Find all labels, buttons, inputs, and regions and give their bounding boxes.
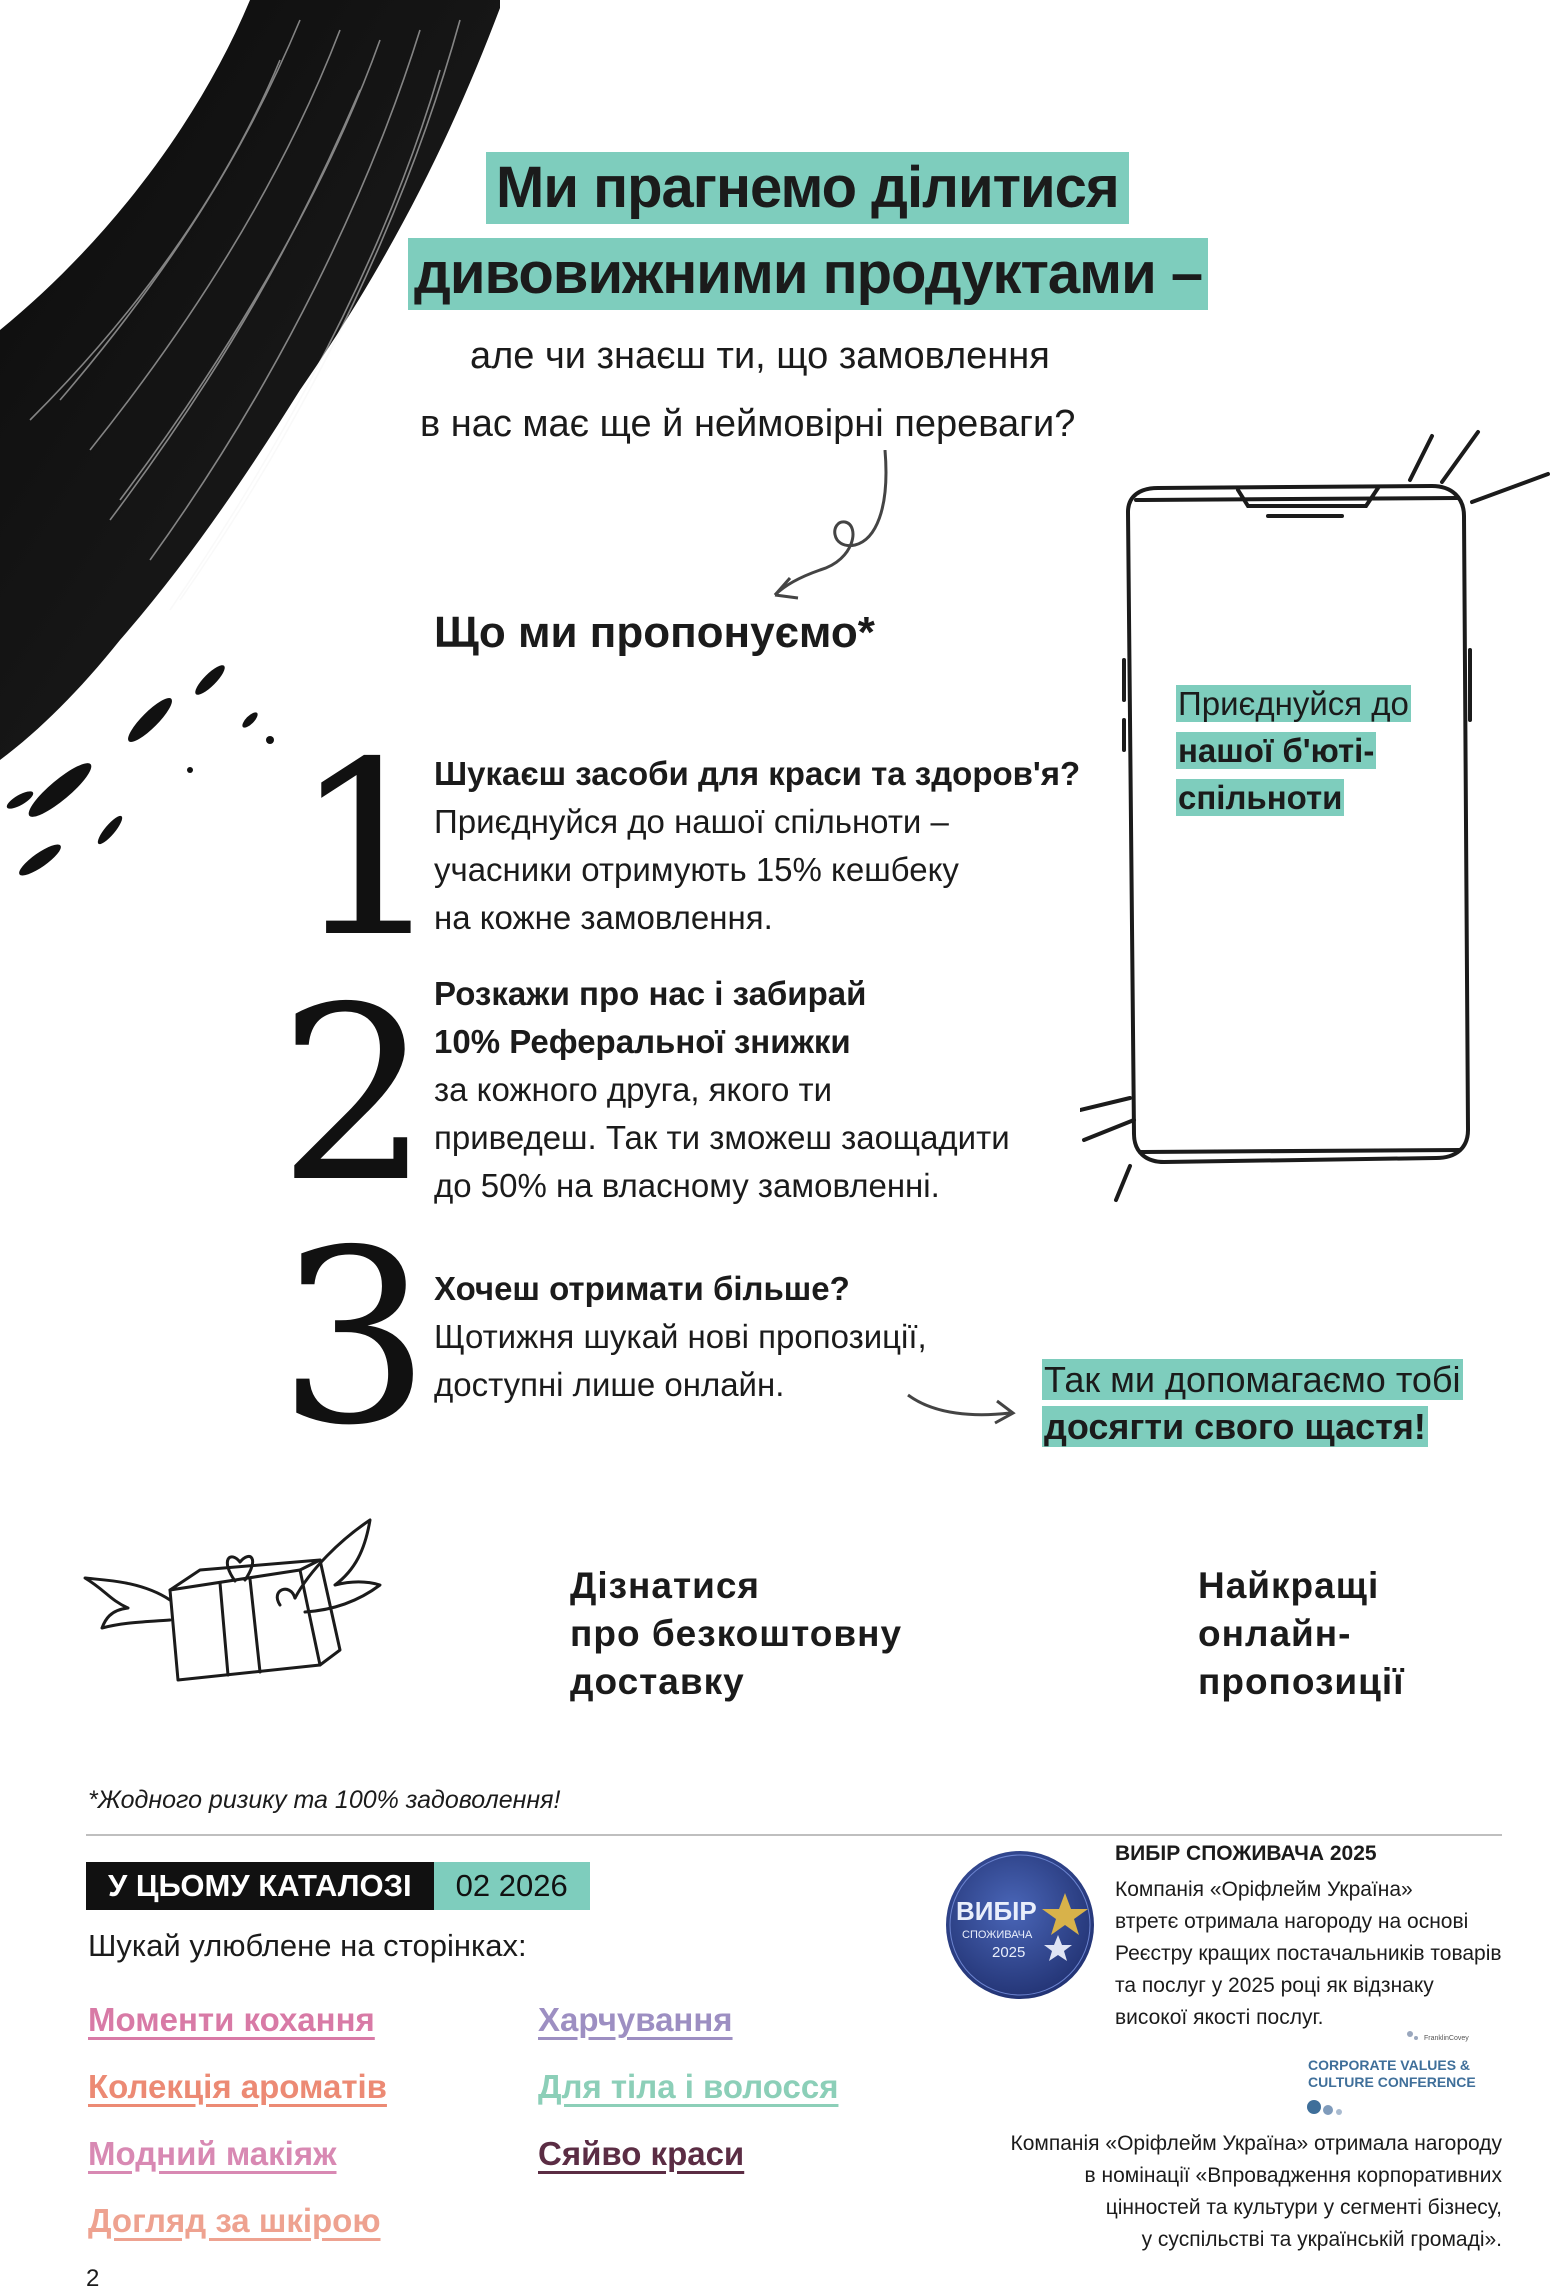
- catalog-link[interactable]: Моменти кохання: [88, 2001, 375, 2038]
- item-3-title: Хочеш отримати більше?: [434, 1270, 850, 1307]
- phone-screen-text: [1176, 680, 1411, 821]
- catalog-link[interactable]: Догляд за шкірою: [88, 2202, 381, 2239]
- award-text-line: Реєстру кращих постачальників товарів: [1115, 1942, 1502, 1965]
- item-1-line: учасники отримують 15% кешбеку: [434, 851, 959, 888]
- award-2-line: в номінації «Впровадження корпоративних: [1084, 2164, 1502, 2187]
- catalog-label: У ЦЬОМУ КАТАЛОЗІ: [86, 1862, 434, 1910]
- item-3: [434, 1265, 927, 1409]
- award-2-line: Компанія «Оріфлейм Україна» отримала нагороду: [1010, 2132, 1502, 2155]
- award-text-line: Компанія «Оріфлейм Україна»: [1115, 1878, 1413, 1901]
- item-3-line: Щотижня шукай нові пропозиції,: [434, 1318, 927, 1355]
- happy-line-1: Так ми допомагаємо тобі: [1044, 1359, 1461, 1400]
- happy-callout: [1042, 1356, 1463, 1450]
- curly-arrow-icon: [760, 450, 900, 610]
- free-delivery-line: про безкоштовну: [570, 1613, 903, 1654]
- consumer-choice-badge: [940, 1845, 1100, 2005]
- headline-line-2: дивовижними продуктами –: [408, 238, 1208, 310]
- item-1: [434, 750, 1080, 942]
- best-offers-line: онлайн-: [1198, 1613, 1352, 1654]
- happy-line-2: досягти свого щастя!: [1044, 1406, 1426, 1447]
- catalog-find-text: Шукай улюблене на сторінках:: [88, 1928, 527, 1963]
- phone-text-line: Приєднуйся до: [1178, 685, 1409, 722]
- award-2-text: [880, 2128, 1502, 2256]
- phone-text-line: нашої б'юті-: [1178, 732, 1375, 769]
- item-2-line: за кожного друга, якого ти: [434, 1071, 833, 1108]
- footnote: *Жодного ризику та 100% задоволення!: [88, 1786, 561, 1814]
- catalog-number: 02 2026: [434, 1862, 590, 1910]
- item-2: [434, 970, 1010, 1210]
- catalog-link[interactable]: Для тіла і волосся: [538, 2068, 839, 2105]
- offer-title: Що ми пропонуємо*: [434, 608, 875, 657]
- arrow-right-icon: [905, 1385, 1020, 1425]
- page-number: 2: [86, 2265, 100, 2292]
- award-text-line: високої якості послуг.: [1115, 2006, 1324, 2029]
- item-2-title: Розкажи про нас і забирай: [434, 975, 867, 1012]
- item-3-line: доступні лише онлайн.: [434, 1366, 785, 1403]
- award-text-line: втретє отримала нагороду на основі: [1115, 1910, 1469, 1933]
- catalog-link[interactable]: Харчування: [538, 2001, 733, 2038]
- svg-text:FranklinCovey: FranklinCovey: [1424, 2035, 1469, 2042]
- free-delivery-link[interactable]: [570, 1562, 902, 1706]
- item-2-title: 10% Реферальної знижки: [434, 1023, 851, 1060]
- headline-line-1: Ми прагнемо ділитися: [486, 152, 1129, 224]
- catalog-header: [86, 1862, 590, 1910]
- award-title: ВИБІР СПОЖИВАЧА 2025: [1115, 1842, 1377, 1865]
- award-2-line: цінностей та культури у сегменті бізнесу,: [1105, 2196, 1502, 2219]
- cvcc-logo: [1300, 2030, 1500, 2120]
- svg-text:СПОЖИВАЧА: СПОЖИВАЧА: [962, 1929, 1033, 1941]
- item-1-line: Приєднуйся до нашої спільноти –: [434, 803, 949, 840]
- phone-text-line: спільноти: [1178, 779, 1343, 816]
- item-2-line: приведеш. Так ти зможеш заощадити: [434, 1119, 1010, 1156]
- catalog-links-right: [538, 1996, 838, 2197]
- item-2-line: до 50% на власному замовленні.: [434, 1167, 940, 1204]
- best-offers-line: пропозиції: [1198, 1661, 1405, 1702]
- item-1-title: Шукаєш засоби для краси та здоров'я?: [434, 755, 1081, 792]
- item-1-line: на кожне замовлення.: [434, 899, 773, 936]
- item-number-2: 2: [278, 955, 431, 1235]
- subheadline-line-2: в нас має ще й неймовірні переваги?: [420, 403, 1076, 445]
- item-number-3: 3: [278, 1198, 431, 1478]
- divider: [86, 1834, 1502, 1836]
- item-number-1: 1: [292, 710, 445, 990]
- award-2-line: у суспільстві та українській громаді».: [1141, 2228, 1502, 2251]
- svg-text:2025: 2025: [992, 1944, 1026, 1961]
- catalog-link[interactable]: Сяйво краси: [538, 2135, 745, 2172]
- best-online-offers-link[interactable]: [1198, 1562, 1405, 1706]
- svg-text:CULTURE CONFERENCE: CULTURE CONFERENCE: [1308, 2074, 1476, 2090]
- catalog-links-left: [88, 1996, 387, 2264]
- flying-gift-icon: [80, 1510, 390, 1710]
- svg-text:ВИБІР: ВИБІР: [956, 1896, 1037, 1926]
- free-delivery-line: доставку: [570, 1661, 745, 1702]
- award-text-line: та послуг у 2025 році як відзнаку: [1115, 1974, 1434, 1997]
- award-text: [1115, 1874, 1545, 2034]
- catalog-link[interactable]: Модний макіяж: [88, 2135, 337, 2172]
- free-delivery-line: Дізнатися: [570, 1565, 760, 1606]
- subheadline-line-1: але чи знаєш ти, що замовлення: [470, 335, 1050, 377]
- catalog-link[interactable]: Колекція ароматів: [88, 2068, 387, 2105]
- best-offers-line: Найкращі: [1198, 1565, 1380, 1606]
- svg-text:CORPORATE VALUES &: CORPORATE VALUES &: [1308, 2057, 1471, 2073]
